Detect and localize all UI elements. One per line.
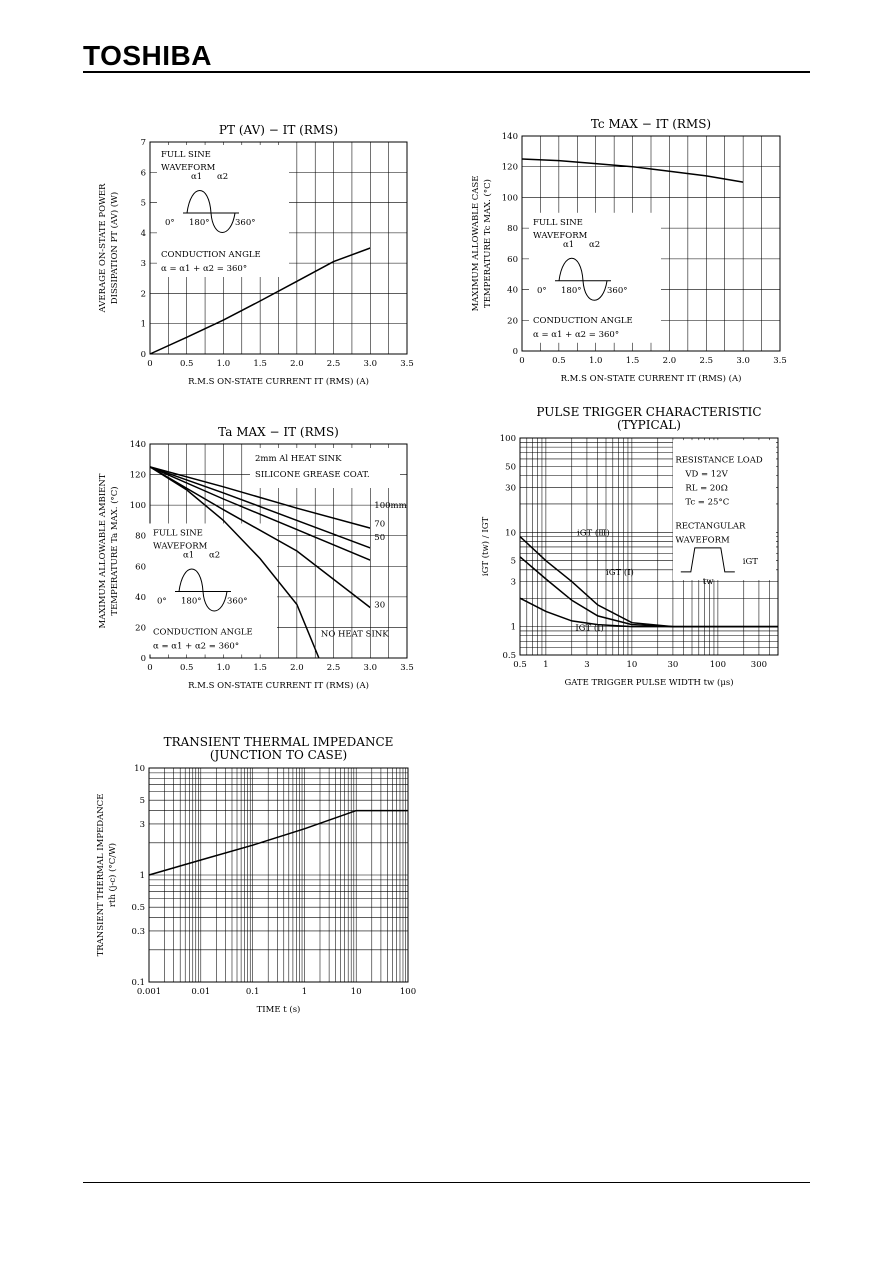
y-axis-label: rth (j-c) (°C/W) [108, 842, 118, 908]
y-tick-label: 1 [140, 319, 146, 330]
x-tick-label: 1.5 [253, 663, 267, 673]
conduction-angle-label: CONDUCTION ANGLE [533, 315, 633, 326]
y-tick-label: 6 [140, 168, 146, 179]
y-tick-label: 60 [507, 254, 518, 265]
y-tick-label: 5 [140, 198, 146, 209]
y-tick-label: 100 [129, 501, 146, 512]
alpha2-label: α2 [217, 172, 229, 182]
series-label: iGT (Ⅲ) [576, 528, 610, 539]
y-tick-label: 5 [510, 556, 516, 567]
x-tick-label: 3.0 [363, 663, 378, 673]
chart-ta-it [95, 422, 415, 702]
angle-180-label: 180° [181, 596, 202, 607]
series-label: iGT (Ⅰ) [606, 567, 634, 578]
angle-180-label: 180° [561, 285, 582, 296]
y-axis-label: MAXIMUM ALLOWABLE CASE [471, 175, 481, 312]
y-tick-label: 140 [129, 440, 146, 450]
alpha2-label: α2 [209, 550, 221, 561]
waveform-label-1: FULL SINE [161, 150, 211, 160]
y-tick-label: 40 [507, 285, 518, 296]
x-tick-label: 0.01 [191, 987, 211, 997]
chart-subtitle: (TYPICAL) [617, 418, 681, 432]
x-tick-label: 3.5 [400, 359, 414, 369]
x-tick-label: 2.5 [326, 359, 341, 369]
chart-subtitle: (JUNCTION TO CASE) [209, 748, 348, 762]
footer-rule [83, 1182, 810, 1183]
rl-label: RL = 20Ω [685, 483, 728, 494]
y-axis-label: TRANSIENT THERMAL IMPEDANCE [96, 793, 106, 957]
chart-title: PT (AV) − IT (RMS) [218, 123, 339, 137]
y-axis-label: TEMPERATURE Tc MAX. (°C) [483, 179, 493, 308]
alpha1-label: α1 [563, 239, 575, 250]
x-tick-label: 10 [350, 987, 362, 997]
y-tick-label: 140 [501, 132, 518, 142]
y-tick-label: 120 [501, 162, 518, 173]
x-tick-label: 1.0 [588, 356, 603, 366]
angle-0-label: 0° [157, 596, 167, 607]
conduction-angle-label: CONDUCTION ANGLE [161, 250, 261, 260]
x-tick-label: 0.5 [179, 359, 194, 369]
waveform-label-2: WAVEFORM [161, 163, 216, 173]
x-tick-label: 2.5 [326, 663, 341, 673]
x-tick-label: 0.5 [552, 356, 566, 366]
angle-360-label: 360° [607, 285, 628, 296]
tc-label: Tc = 25°C [685, 497, 730, 508]
x-tick-label: 3.0 [736, 356, 750, 366]
x-tick-label: 0 [147, 359, 153, 369]
heatsink-note-2: SILICONE GREASE COAT. [255, 470, 370, 480]
y-tick-label: 5 [139, 796, 145, 807]
y-tick-label: 7 [140, 138, 146, 148]
x-tick-label: 2.0 [290, 663, 304, 673]
series-label: 50 [374, 533, 386, 544]
waveform-label-2: WAVEFORM [153, 541, 208, 552]
vd-label: VD = 12V [685, 469, 728, 480]
chart-title: TRANSIENT THERMAL IMPEDANCE [163, 735, 394, 749]
resistance-load-label: RESISTANCE LOAD [675, 455, 763, 466]
y-tick-label: 2 [140, 289, 146, 300]
x-tick-label: 0.1 [245, 987, 260, 997]
waveform-label-1: FULL SINE [533, 217, 583, 228]
series-label: 70 [374, 519, 386, 530]
conduction-angle-label: CONDUCTION ANGLE [153, 627, 253, 638]
x-tick-label: 10 [626, 660, 638, 670]
y-tick-label: 0.3 [131, 926, 145, 937]
angle-360-label: 360° [227, 596, 248, 607]
y-tick-label: 10 [134, 764, 145, 774]
y-tick-label: 3 [139, 819, 145, 830]
alpha1-label: α1 [191, 172, 203, 182]
alpha1-label: α1 [183, 550, 195, 561]
x-tick-label: 3.5 [400, 663, 414, 673]
angle-180-label: 180° [189, 218, 210, 228]
x-tick-label: 2.0 [662, 356, 677, 366]
y-tick-label: 0 [140, 350, 146, 360]
alpha-formula-label: α = α1 + α2 = 360° [533, 329, 620, 340]
y-axis-label: DISSIPATION PT (AV) (W) [110, 191, 120, 305]
x-tick-label: 300 [750, 660, 768, 670]
y-tick-label: 10 [505, 528, 516, 539]
tw-label: tw [702, 576, 714, 587]
y-tick-label: 0 [140, 654, 146, 664]
y-tick-label: 20 [507, 316, 518, 327]
header-rule [83, 71, 810, 73]
brand-logo: TOSHIBA [83, 40, 212, 71]
chart-title: Ta MAX − IT (RMS) [218, 425, 339, 439]
y-tick-label: 1 [510, 622, 516, 633]
x-tick-label: 2.0 [290, 359, 304, 369]
y-axis-label: iGT (tw) / IGT [481, 516, 491, 577]
y-tick-label: 0.1 [131, 978, 145, 988]
y-tick-label: 1 [139, 871, 145, 881]
y-tick-label: 3 [140, 259, 146, 270]
y-tick-label: 0.5 [502, 651, 516, 661]
x-tick-label: 0.5 [513, 660, 527, 670]
y-tick-label: 80 [507, 224, 518, 235]
x-tick-label: 3 [584, 660, 590, 670]
x-tick-label: 0 [519, 356, 525, 366]
x-tick-label: 3.5 [773, 356, 787, 366]
chart-pt-it [95, 118, 415, 398]
series-label: NO HEAT SINK [320, 629, 389, 640]
y-tick-label: 30 [505, 483, 516, 494]
y-tick-label: 100 [501, 193, 518, 204]
alpha-formula-label: α = α1 + α2 = 360° [161, 264, 248, 274]
waveform-label-2: WAVEFORM [533, 230, 588, 241]
chart-pulse-trigger [466, 405, 796, 695]
x-tick-label: 30 [667, 660, 679, 670]
x-tick-label: 100 [399, 987, 417, 997]
x-axis-label: TIME t (s) [256, 1005, 301, 1015]
angle-0-label: 0° [165, 218, 175, 228]
alpha2-label: α2 [589, 239, 601, 250]
y-tick-label: 0 [512, 347, 518, 357]
y-axis-label: MAXIMUM ALLOWABLE AMBIENT [98, 473, 108, 629]
y-tick-label: 20 [135, 623, 146, 634]
waveform-label: WAVEFORM [675, 535, 730, 546]
x-tick-label: 1 [301, 987, 308, 997]
chart-tc-it [466, 118, 796, 398]
y-tick-label: 60 [135, 562, 146, 573]
x-tick-label: 100 [709, 660, 727, 670]
x-tick-label: 0 [147, 663, 153, 673]
x-axis-label: R.M.S ON-STATE CURRENT IT (RMS) (A) [560, 374, 742, 384]
y-tick-label: 3 [510, 577, 516, 588]
x-tick-label: 1.0 [216, 359, 231, 369]
alpha-formula-label: α = α1 + α2 = 360° [153, 641, 240, 652]
x-tick-label: 1.5 [253, 359, 267, 369]
heatsink-note-1: 2mm Al HEAT SINK [255, 454, 342, 464]
x-axis-label: R.M.S ON-STATE CURRENT IT (RMS) (A) [188, 681, 369, 691]
y-tick-label: 4 [140, 228, 146, 239]
x-tick-label: 2.5 [699, 356, 714, 366]
angle-360-label: 360° [235, 218, 256, 228]
y-tick-label: 80 [135, 531, 146, 542]
x-tick-label: 1.0 [216, 663, 231, 673]
rectangular-label: RECTANGULAR [675, 521, 746, 532]
series-label: 30 [374, 600, 386, 611]
y-tick-label: 40 [135, 592, 146, 603]
y-tick-label: 50 [505, 462, 516, 473]
waveform-label-1: FULL SINE [153, 528, 203, 539]
x-tick-label: 0.5 [179, 663, 194, 673]
x-tick-label: 1 [543, 660, 549, 670]
y-tick-label: 100 [499, 434, 516, 444]
y-axis-label: TEMPERATURE Ta MAX. (°C) [110, 486, 120, 616]
x-tick-label: 1.5 [625, 356, 640, 366]
chart-title: PULSE TRIGGER CHARACTERISTIC [536, 405, 762, 419]
series-label: 100mm [374, 501, 407, 512]
x-axis-label: R.M.S ON-STATE CURRENT IT (RMS) (A) [188, 377, 369, 387]
y-tick-label: 0.5 [131, 903, 145, 914]
y-tick-label: 120 [129, 470, 146, 481]
y-axis-label: AVERAGE ON-STATE POWER [98, 183, 108, 313]
x-tick-label: 3.0 [363, 359, 378, 369]
x-tick-label: 0.001 [136, 987, 162, 997]
igt-pulse-label: iGT [742, 556, 758, 567]
chart-title: Tc MAX − IT (RMS) [590, 117, 712, 131]
angle-0-label: 0° [537, 285, 547, 296]
series-label: IGT (Ⅰ) [575, 623, 604, 634]
chart-transient-impedance [95, 735, 417, 1025]
x-axis-label: GATE TRIGGER PULSE WIDTH tw (μs) [564, 678, 734, 688]
